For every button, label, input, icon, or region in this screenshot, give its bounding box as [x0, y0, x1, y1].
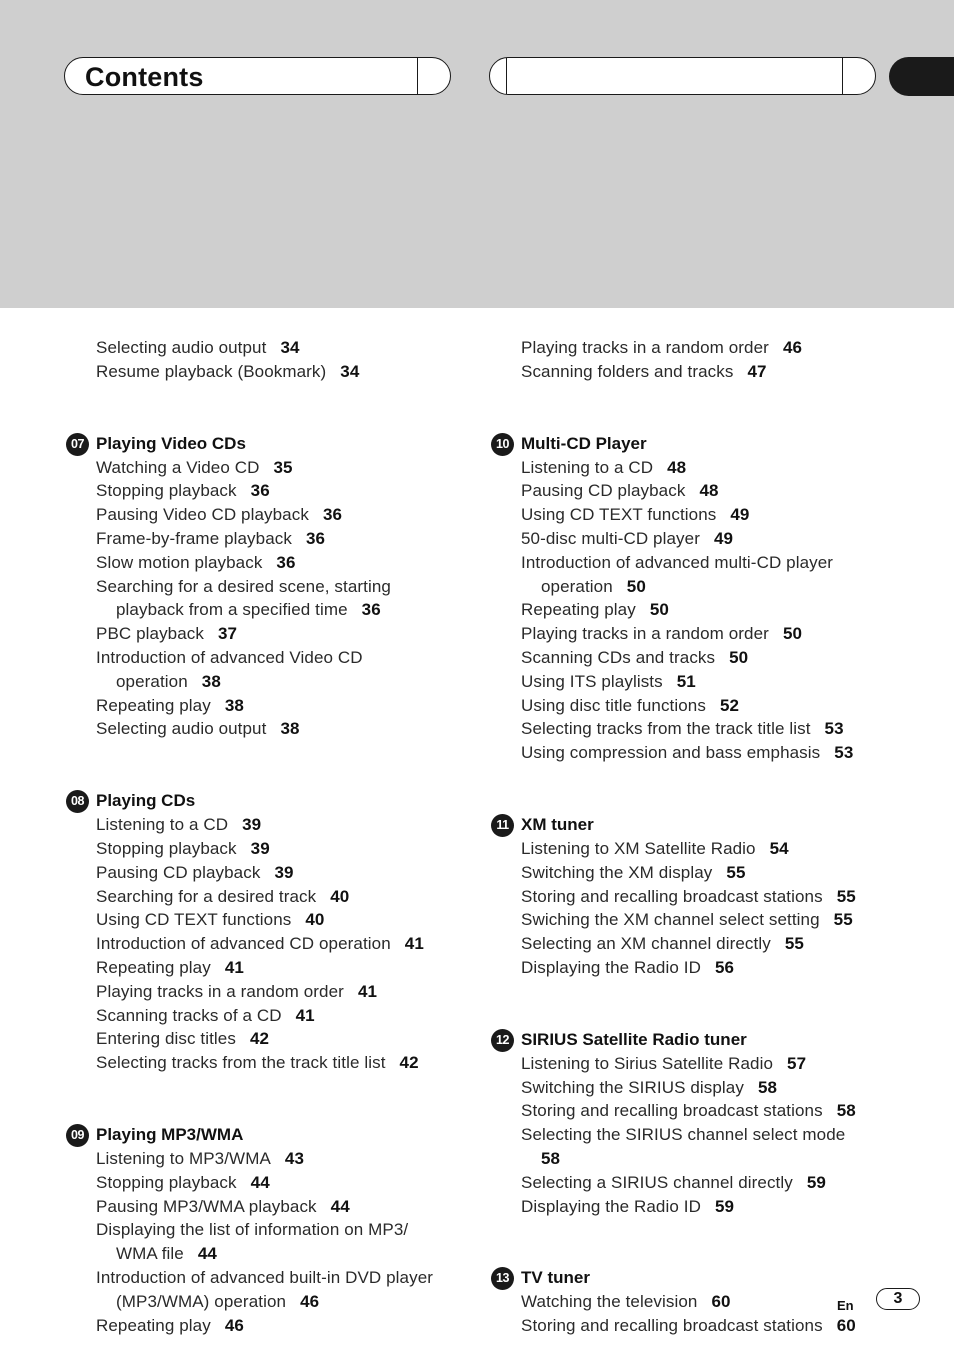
toc-entry-page: 44	[197, 1244, 217, 1264]
toc-entry-title: Slow motion playback	[96, 552, 263, 572]
section-heading	[489, 813, 889, 837]
section-number-badge: 10	[491, 433, 514, 456]
toc-entry	[64, 885, 464, 909]
toc-entry-title: Repeating play	[96, 957, 211, 977]
toc-entry-page: 39	[250, 838, 270, 858]
section-heading	[489, 432, 889, 456]
toc-section	[489, 1004, 889, 1219]
toc-entry	[489, 598, 889, 622]
toc-entry	[489, 575, 889, 599]
toc-entry	[489, 336, 889, 360]
toc-entry	[64, 479, 464, 503]
toc-entry-page: 40	[305, 910, 325, 930]
toc-entry	[64, 1195, 464, 1219]
toc-entry-title: Watching the television	[521, 1292, 698, 1312]
toc-section	[64, 1099, 464, 1337]
section-number-badge: 13	[491, 1267, 514, 1290]
toc-entry-title: Displaying the Radio ID	[521, 957, 701, 977]
toc-entry	[489, 1099, 889, 1123]
title-bar-notch	[417, 58, 434, 94]
section-title: SIRIUS Satellite Radio tuner	[521, 1029, 747, 1049]
toc-entry	[64, 1266, 464, 1290]
toc-entry	[64, 1051, 464, 1075]
toc-entry-page: 50	[782, 624, 803, 644]
toc-entry-page: 36	[250, 481, 270, 501]
toc-entry-page: 49	[730, 505, 750, 525]
toc-entry-page: 44	[250, 1172, 270, 1192]
toc-entry-title: Using ITS playlists	[521, 671, 663, 691]
toc-entry	[489, 1314, 889, 1338]
toc-section	[489, 408, 889, 765]
toc-entry	[64, 503, 464, 527]
toc-entry-page: 34	[280, 338, 300, 357]
toc-entry-title: Pausing Video CD playback	[96, 505, 309, 525]
toc-entry-title: Pausing CD playback	[96, 862, 261, 882]
toc-entry-title: Selecting tracks from the track title list	[96, 1053, 386, 1073]
toc-left-column	[64, 336, 464, 1337]
section-heading	[489, 1266, 889, 1290]
toc-entry-title: Pausing MP3/WMA playback	[96, 1196, 317, 1216]
chapter-tab	[889, 57, 954, 96]
toc-entry-title: playback from a specified time	[116, 600, 348, 620]
toc-entry-title: Scanning CDs and tracks	[521, 647, 716, 667]
toc-entry-title: Playing tracks in a random order	[521, 338, 769, 357]
section-number-badge: 12	[491, 1029, 514, 1052]
toc-section	[489, 1242, 889, 1338]
toc-entry	[64, 1171, 464, 1195]
toc-section	[64, 765, 464, 1075]
toc-entry	[489, 932, 889, 956]
toc-entry	[64, 908, 464, 932]
toc-entry-title: Watching a Video CD	[96, 457, 260, 477]
toc-entry-page: 48	[699, 481, 719, 501]
toc-entry-page: 50	[649, 600, 669, 620]
toc-entry	[64, 336, 464, 360]
toc-entry-title: Entering disc titles	[96, 1029, 236, 1049]
toc-entry-title: Introduction of advanced CD operation	[96, 934, 391, 954]
toc-entry	[64, 456, 464, 480]
toc-entry-page: 55	[833, 910, 853, 930]
toc-entry-title: Storing and recalling broadcast stations	[521, 1101, 823, 1121]
toc-entry	[64, 861, 464, 885]
toc-entry-page: 58	[836, 1101, 856, 1121]
toc-entry-page: 36	[276, 552, 296, 572]
toc-entry-page: 56	[714, 957, 735, 977]
toc-entry-title: Switching the SIRIUS display	[521, 1077, 744, 1097]
language-label: En	[837, 1298, 854, 1313]
toc-entry-title: Swiching the XM channel select setting	[521, 910, 820, 930]
toc-entry-title: Pausing CD playback	[521, 481, 686, 501]
toc-entry	[64, 1314, 464, 1338]
toc-lead-entries	[64, 336, 464, 384]
section-number-badge: 09	[66, 1124, 89, 1147]
toc-entry-title: Selecting audio output	[96, 338, 267, 357]
toc-section	[489, 789, 889, 980]
toc-entry-title: Using CD TEXT functions	[521, 505, 717, 525]
section-title: Playing MP3/WMA	[96, 1124, 244, 1144]
toc-entry-title: Playing tracks in a random order	[521, 624, 769, 644]
toc-entry-title: Switching the XM display	[521, 862, 713, 882]
toc-entry-page: 58	[757, 1077, 778, 1097]
toc-entry	[64, 956, 464, 980]
toc-entry	[64, 1004, 464, 1028]
toc-entry-page: 41	[224, 957, 244, 977]
toc-entry-page: 38	[280, 719, 300, 739]
toc-entry-title: Stopping playback	[96, 838, 237, 858]
toc-entry-title: Resume playback (Bookmark)	[96, 361, 327, 381]
toc-entry-page: 58	[541, 1148, 561, 1168]
toc-entry-title: Frame-by-frame playback	[96, 528, 292, 548]
title-bar	[64, 57, 451, 95]
toc-entry	[489, 503, 889, 527]
blank-title-bar	[489, 57, 876, 95]
toc-entry-page: 36	[361, 600, 381, 620]
section-title: Multi-CD Player	[521, 433, 647, 453]
section-heading	[489, 1028, 889, 1052]
toc-entry-title: Listening to a CD	[96, 815, 229, 835]
toc-entry-title: Stopping playback	[96, 481, 237, 501]
toc-entry	[489, 741, 889, 765]
toc-entry	[64, 670, 464, 694]
toc-entry-page: 35	[273, 457, 293, 477]
toc-entry	[489, 1052, 889, 1076]
blank-bar-notch-left	[506, 58, 507, 94]
toc-entry-page: 50	[729, 647, 749, 667]
toc-entry-page: 49	[713, 528, 734, 548]
toc-entry	[64, 527, 464, 551]
toc-entry-page: 60	[836, 1316, 856, 1336]
toc-entry	[489, 479, 889, 503]
toc-entry-page: 55	[836, 886, 856, 906]
toc-entry	[489, 456, 889, 480]
toc-entry-page: 41	[404, 934, 424, 954]
section-number-badge: 08	[66, 790, 89, 813]
toc-entry-page: 39	[242, 815, 262, 835]
toc-entry-page: 39	[274, 862, 294, 882]
toc-entry-page: 55	[726, 862, 746, 882]
toc-entry-page: 36	[322, 505, 343, 525]
toc-entry-page: 46	[300, 1291, 320, 1311]
toc-entry	[489, 1147, 889, 1171]
section-title: Playing CDs	[96, 791, 196, 811]
toc-entry-page: 48	[667, 457, 687, 477]
toc-entry-title: Selecting tracks from the track title list	[521, 719, 811, 739]
toc-entry-title: Stopping playback	[96, 1172, 237, 1192]
toc-entry-title: Introduction of advanced multi-CD player	[521, 552, 834, 572]
section-title: XM tuner	[521, 814, 594, 834]
toc-entry	[489, 861, 889, 885]
toc-entry-page: 46	[782, 338, 803, 357]
toc-entry-page: 41	[295, 1005, 315, 1025]
toc-entry-title: Repeating play	[96, 1315, 211, 1335]
toc-entry-page: 38	[224, 695, 244, 715]
toc-entry	[64, 813, 464, 837]
section-heading	[64, 789, 464, 813]
toc-entry-page: 34	[340, 361, 360, 381]
toc-entry-title: Selecting audio output	[96, 719, 267, 739]
toc-entry-title: Using CD TEXT functions	[96, 910, 292, 930]
toc-entry-page: 53	[834, 743, 854, 763]
toc-entry-page: 37	[217, 624, 238, 644]
toc-entry	[64, 694, 464, 718]
toc-entry	[64, 1027, 464, 1051]
toc-entry-page: 53	[824, 719, 844, 739]
toc-right-column	[489, 336, 889, 1338]
toc-entry	[489, 885, 889, 909]
toc-entry-page: 52	[719, 695, 740, 715]
toc-entry	[64, 551, 464, 575]
toc-entry-title: Introduction of advanced Video CD	[96, 647, 363, 667]
toc-entry	[489, 622, 889, 646]
toc-entry-title: Introduction of advanced built-in DVD player	[96, 1267, 434, 1287]
toc-entry	[489, 551, 889, 575]
toc-entry-title: Listening to Sirius Satellite Radio	[521, 1053, 774, 1073]
toc-entry	[489, 1290, 889, 1314]
toc-entry-title: operation	[541, 576, 613, 596]
toc-entry	[64, 598, 464, 622]
section-number-badge: 07	[66, 433, 89, 456]
toc-entry	[489, 837, 889, 861]
toc-entry-title: (MP3/WMA) operation	[116, 1291, 287, 1311]
toc-entry-title: Storing and recalling broadcast stations	[521, 886, 823, 906]
toc-entry	[489, 1076, 889, 1100]
toc-entry	[64, 1147, 464, 1171]
toc-entry-title: Selecting a SIRIUS channel directly	[521, 1172, 793, 1192]
toc-entry-page: 41	[357, 981, 378, 1001]
toc-entry-page: 47	[747, 361, 767, 381]
toc-entry-page: 59	[806, 1172, 826, 1192]
toc-entry	[64, 360, 464, 384]
section-number-badge: 11	[491, 814, 514, 837]
toc-entry-page: 36	[305, 528, 326, 548]
toc-entry-title: WMA file	[116, 1244, 184, 1264]
toc-entry	[489, 527, 889, 551]
toc-entry	[489, 908, 889, 932]
toc-entry-title: Listening to XM Satellite Radio	[521, 838, 756, 858]
toc-entry-title: Using disc title functions	[521, 695, 706, 715]
toc-entry	[64, 1290, 464, 1314]
page-number: 3	[876, 1288, 920, 1310]
toc-entry-title: 50-disc multi-CD player	[521, 528, 700, 548]
page-title: Contents	[85, 62, 204, 92]
toc-entry-title: Scanning folders and tracks	[521, 361, 734, 381]
toc-entry	[64, 1242, 464, 1266]
toc-entry-title: Searching for a desired track	[96, 886, 317, 906]
toc-entry-page: 54	[769, 838, 789, 858]
toc-entry-page: 50	[626, 576, 646, 596]
toc-entry-title: operation	[116, 671, 188, 691]
toc-entry-title: Listening to MP3/WMA	[96, 1148, 271, 1168]
toc-entry	[489, 1195, 889, 1219]
toc-entry-title: Listening to a CD	[521, 457, 654, 477]
toc-entry-title: Scanning tracks of a CD	[96, 1005, 282, 1025]
toc-entry	[64, 980, 464, 1004]
toc-entry-page: 42	[399, 1053, 419, 1073]
section-title: Playing Video CDs	[96, 433, 246, 453]
header-band	[0, 0, 954, 308]
toc-entry	[64, 837, 464, 861]
toc-entry	[64, 575, 464, 599]
toc-entry-title: Repeating play	[521, 600, 636, 620]
toc-entry	[64, 932, 464, 956]
toc-entry	[489, 694, 889, 718]
toc-entry	[489, 360, 889, 384]
toc-entry-page: 42	[249, 1029, 270, 1049]
toc-entry-title: Selecting the SIRIUS channel select mode	[521, 1125, 846, 1145]
toc-entry	[489, 646, 889, 670]
toc-entry-title: Repeating play	[96, 695, 211, 715]
toc-entry-title: Using compression and bass emphasis	[521, 743, 821, 763]
toc-entry-title: Playing tracks in a random order	[96, 981, 344, 1001]
toc-entry-page: 51	[676, 671, 696, 691]
toc-entry-title: Searching for a desired scene, starting	[96, 576, 391, 596]
toc-entry	[489, 717, 889, 741]
toc-entry	[489, 1171, 889, 1195]
section-title: TV tuner	[521, 1268, 590, 1288]
toc-entry	[489, 670, 889, 694]
toc-entry-page: 59	[714, 1196, 735, 1216]
toc-entry-page: 44	[330, 1196, 350, 1216]
toc-entry	[64, 1218, 464, 1242]
section-heading	[64, 1123, 464, 1147]
toc-lead-entries	[489, 336, 889, 384]
section-heading	[64, 432, 464, 456]
toc-entry-page: 46	[224, 1315, 244, 1335]
toc-entry-title: Storing and recalling broadcast stations	[521, 1316, 823, 1336]
toc-entry-page: 60	[711, 1292, 731, 1312]
toc-section	[64, 408, 464, 742]
toc-entry	[64, 622, 464, 646]
toc-entry-page: 55	[784, 934, 804, 954]
toc-entry-page: 43	[284, 1148, 305, 1168]
toc-entry-title: Displaying the Radio ID	[521, 1196, 701, 1216]
toc-entry	[64, 717, 464, 741]
toc-entry-page: 57	[787, 1053, 807, 1073]
toc-entry-title: Selecting an XM channel directly	[521, 934, 771, 954]
toc-entry-page: 40	[330, 886, 350, 906]
toc-entry-title: Displaying the list of information on MP3/	[96, 1220, 409, 1240]
toc-entry	[489, 956, 889, 980]
toc-entry-title: PBC playback	[96, 624, 204, 644]
blank-bar-notch-right	[842, 58, 859, 94]
toc-entry	[64, 646, 464, 670]
toc-entry	[489, 1123, 889, 1147]
toc-entry-page: 38	[201, 671, 221, 691]
